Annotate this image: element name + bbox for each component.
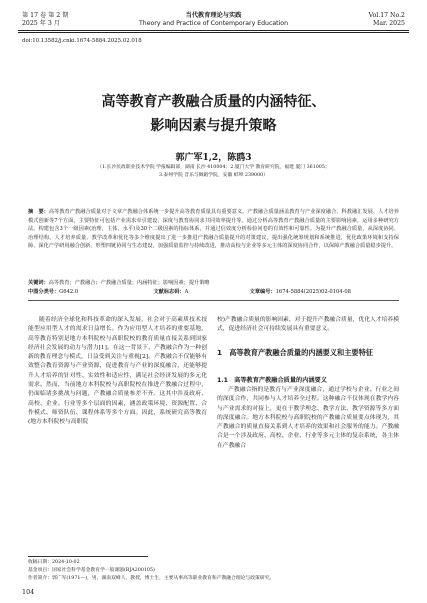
clc-number: G642.0 [59,289,79,295]
keywords-label: 关键词： [28,280,49,286]
affiliation-line-2: 3.泰州学院 音乐与舞蹈学院，安徽 蚌埠 239000） [158,173,268,178]
classification [28,288,399,297]
keywords [28,279,399,288]
doc-code: A [184,289,189,295]
authors: 郭广军1,2，陈鸥3 [175,153,252,163]
section-1-1-body [217,386,399,451]
abstract-rule [28,300,399,301]
header-date: 2025 年 3 月 [22,20,60,27]
article-number: 1674-5884(2025)02-0104-08 [275,289,351,295]
journal-title-cn: 当代教育理论与实践 [185,12,242,19]
header-rule [18,30,409,31]
article-number-label: 文章编号： [249,289,276,295]
section-1-heading: 1 高等教育产教融合质量的内涵要义和主要特征 [217,348,373,357]
footnote-fund: 基金项目：国家社会科学基金教育学一般课题(BJA200105) [28,568,155,573]
clc-label: 中图分类号： [28,289,60,295]
left-column [28,316,207,428]
doi: doi:10.13582/j.cnki.1674-5884.2025.02.018 [22,38,142,44]
journal-title-en: Theory and Practice of Contemporary Education [139,20,288,27]
header-issue: 第 17 卷 第 2 期 [22,12,69,19]
section-1-1-paragraph: 产教融合指的是教育与产业深度融合，通过学校与企业、行业之间的深度合作，共同参与人才培养全过程。这种融合不仅体现在教学内容与产业需求的对接上，更在于教学理念、教学方法、教学资源等多方面的深度融合。地方本科院校与高职院校的产教融合质量要点体现为，其产教融合的质量直接关系到人才培养的效果和社会服务的能力。产教融合是一个涉及政府、高校、企业、行业等多元主体的复杂系统，各主体在产教融合 [217,387,399,449]
abstract [28,208,399,251]
footnote-author-bio: 作者简介：郭广军(1971—)，男，湖南双峰人，教授，博士生，主要从事高等职业教育和产教融合理论与政策研究。 [28,576,275,581]
right-column [217,316,399,335]
affiliation-line-1: （1.长沙民政职业技术学院 学报编辑部，湖南 长沙 410004；2.厦门大学 教育研究院，福建 厦门 361005； [97,165,330,170]
article-title-line-1: 高等教育产教融合质量的内涵特征、 [101,94,326,110]
abstract-label: 摘 要： [28,209,49,215]
keywords-text: 高等教育；产教融合；产教融合质量；内涵特征；影响因素；提升策略 [48,280,210,286]
page-number: 104 [22,588,35,596]
header-month: Mar. 2025 [373,20,405,27]
abstract-text: 高等教育产教融合质量对于文章产教融合体系统一步提升高等教育质量具有重要意义。产教融合质量涵盖教育与产业深度融合、科教融汇发展、人才培养模式创新等7个方面，主要特征可包括产业需求牵引建设、深度与教育协同求共同效率提升等。通过分析高等教育产教融合质量的主要影响因素，运用多种研究方法，构建包含3个一级因素(治理、主体、水平)及30个二级因素的指标体系，并通过信效度分析检验问卷的有效性和可靠性。为提升产教融合质量，从深度协同、治理结构、人才培养质量、教学改革和优化等多个维度提出了进一步推进产教融合质量提升的对策建议。提出强化统筹规划和系统推进，优化政策环境和支持保障，深化产学研用融合创新，形塑四链协同与生态建设，加强质量监控与持续改进，推动高校与企业等多元主体的深度协同合作，以保障产教融合质量稳步提升。 [28,209,399,250]
section-1-1-heading: 1.1 高等教育产教融合质量的内涵要义 [217,377,327,384]
article-title-line-2: 影响因素与提升策略 [150,118,277,134]
footnote-rule [28,556,148,557]
doc-code-label: 文献标志码： [153,289,185,295]
footnote-received: 收稿日期：2024-10-02 [28,560,80,565]
header-volume: Vol.17 No.2 [368,12,405,19]
intro-paragraph: 随着经济全球化和科技革命的深入发展，社会对于高素质技术技能型应用型人才的需求日益增长。作为应用型人才培养的重要基地，高等教育特别是地方本科院校与高职院校的教育质量直接关系到国家经济社会发展的动力与潜力[1]。在这一背景下，产教融合作为一种创新的教育理念与模式，日益受到关注与重视[2]。产教融合不仅能够有效整合教育资源与产业资源，促进教育与产业的深度融合，还能够提升人才培养的针对性、实效性和适应性，满足社会经济发展的多元化需求。然而，当前地方本科院校与高职院校在推进产教融合过程中，仍面临诸多挑战与问题，产教融合质量参差不齐。这其中涉及政府、高校、企业、行业等多个层面的因素，涵盖政策环境、资源配置、合作模式、师资队伍、课程体系等多个方面。因此，系统研究高等教育(地方本科院校与高职院 [28,317,207,426]
header-rule-thin [18,32,409,33]
intro-paragraph-continued: 校)产教融合质量的影响因素，对于提升产教融合质量，优化人才培养模式，促进经济社会可持续发展具有重要意义。 [217,317,399,333]
